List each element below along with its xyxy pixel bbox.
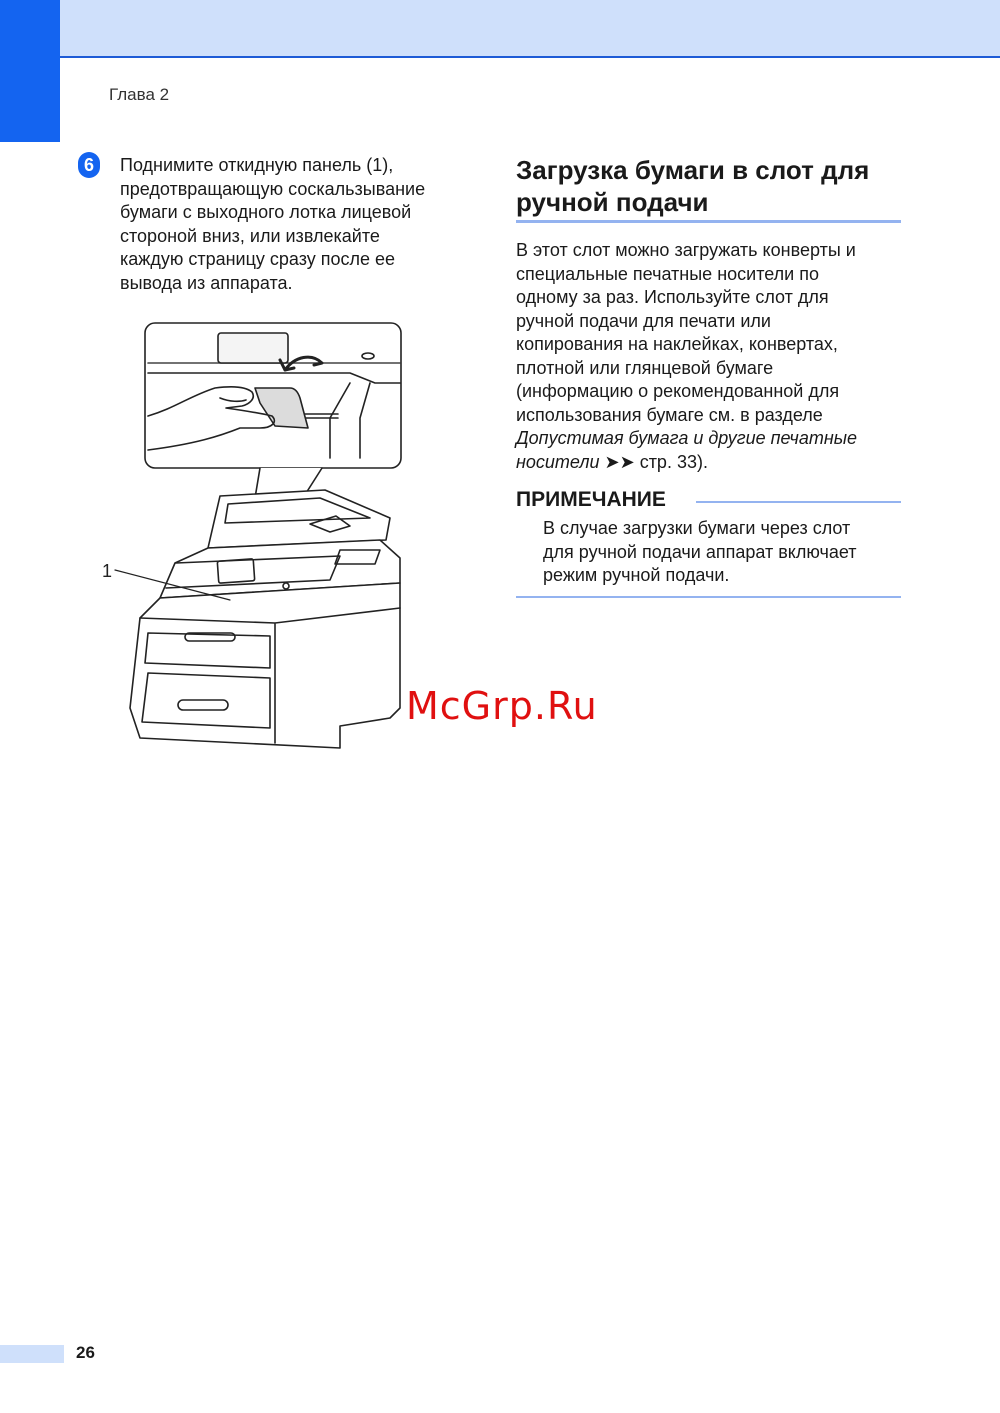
para-line: ручной подачи для печати или [516, 310, 771, 331]
double-arrow-icon: ➤➤ [604, 451, 635, 472]
footer-band [0, 1345, 64, 1363]
callout-number: 1 [102, 561, 113, 581]
section-paragraph [516, 239, 901, 474]
heading-rule [516, 220, 901, 223]
cross-reference-link[interactable] [516, 427, 901, 451]
watermark: McGrp.Ru [406, 684, 598, 728]
heading-line: ручной подачи [516, 187, 709, 217]
xref-title-end: носители [516, 451, 600, 472]
para-line: копирования на наклейках, конвертах, [516, 334, 838, 354]
step-line: стороной вниз, или извлекайте [120, 225, 380, 246]
para-line: одному за раз. Используйте слот для [516, 287, 829, 307]
note-line: В случае загрузки бумаги через слот [543, 518, 851, 538]
header-band [0, 0, 1000, 58]
step-line: каждую страницу сразу после ее [120, 249, 396, 269]
note-rule [696, 501, 901, 503]
chapter-label: Глава 2 [109, 85, 170, 104]
para-line: специальные печатные носители по [516, 263, 819, 284]
step-number-badge: 6 [78, 152, 100, 178]
note-line: для ручной подачи аппарат включает [543, 541, 857, 562]
para-line: использования бумаге см. в разделе [516, 404, 823, 425]
step-line: Поднимите откидную панель (1), [120, 155, 394, 175]
para-line: (информацию о рекомендованной для [516, 381, 840, 401]
note-rule-bottom [516, 596, 901, 598]
para-line: плотной или глянцевой бумаге [516, 357, 774, 378]
step-line: вывода из аппарата. [120, 272, 293, 293]
step-instruction [120, 154, 460, 295]
note-body [543, 517, 901, 588]
step-line: бумаги с выходного лотка лицевой [120, 202, 412, 222]
heading-line: Загрузка бумаги в слот для [516, 155, 870, 185]
xref-title: Допустимая бумага и другие печатные [516, 428, 857, 448]
step-line: предотвращающую соскальзывание [120, 178, 426, 199]
note-line: режим ручной подачи. [543, 565, 730, 585]
page-number: 26 [76, 1343, 95, 1362]
cross-reference-tail [516, 451, 901, 475]
section-heading [516, 154, 906, 218]
chapter-tab [0, 0, 60, 142]
note-title: ПРИМЕЧАНИЕ [516, 488, 666, 511]
para-line: В этот слот можно загружать конверты и [516, 240, 856, 260]
printer-illustration [100, 318, 410, 755]
xref-page: стр. 33). [634, 451, 708, 472]
